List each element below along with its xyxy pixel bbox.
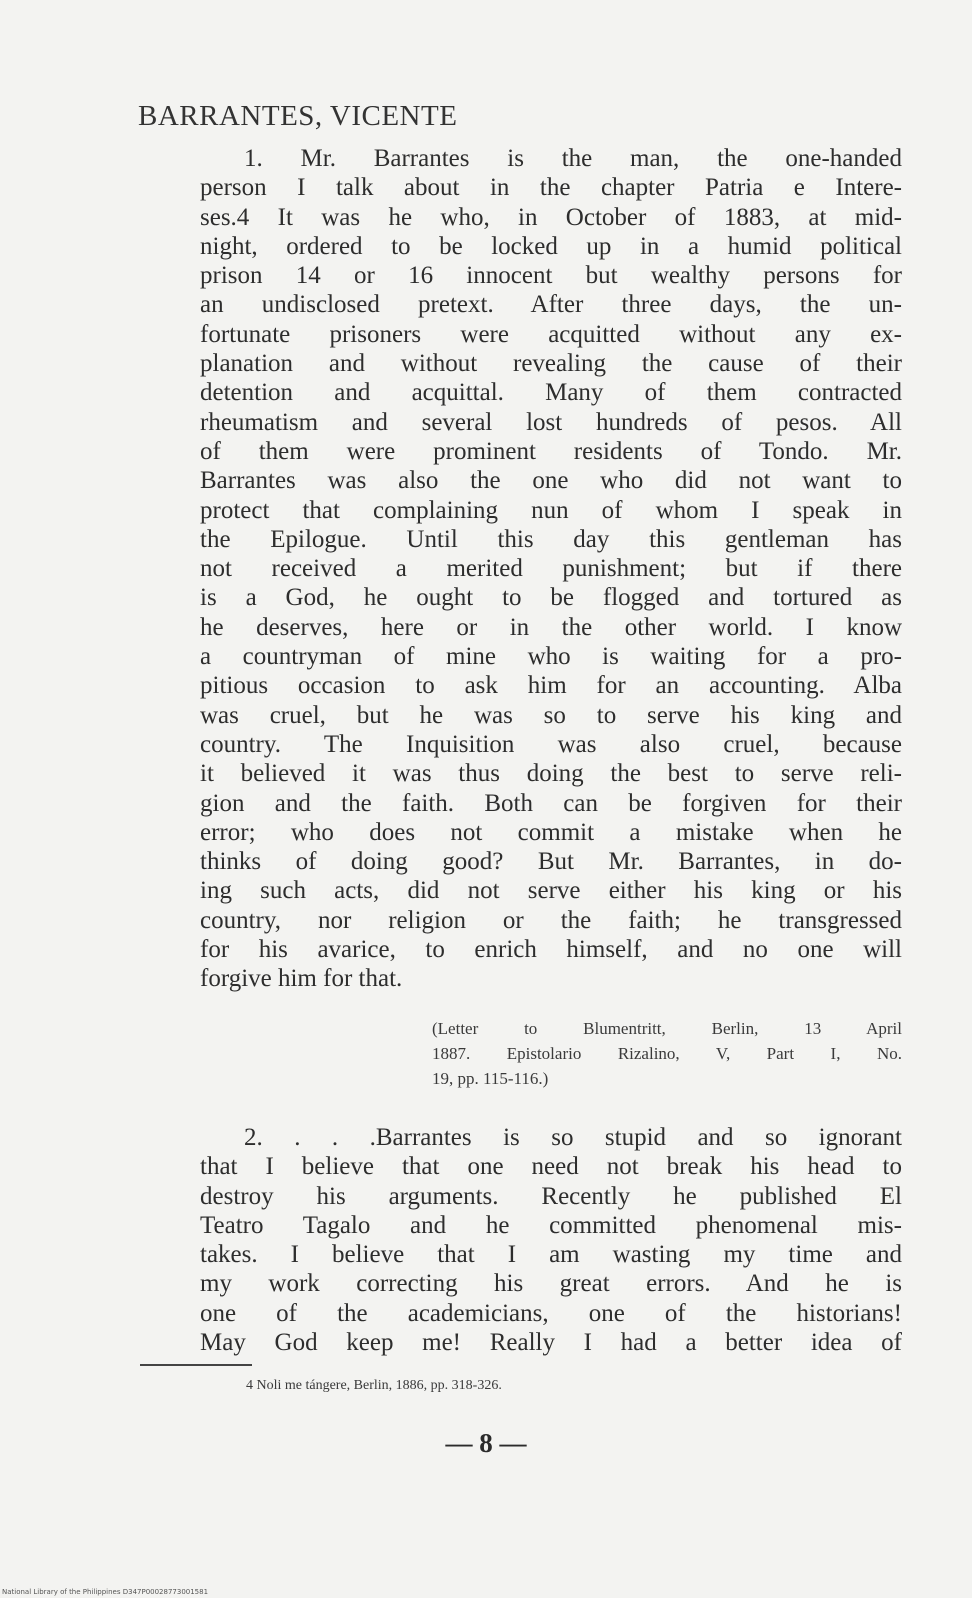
text-line: 2. . . .Barrantes is so stupid and so ignorant <box>244 1124 902 1151</box>
text-line: gion and the faith. Both can be forgiven for their <box>200 789 902 817</box>
text-line: Barrantes was also the one who did not want to <box>200 467 902 495</box>
text-line: was cruel, but he was so to serve his king and <box>200 701 902 729</box>
page-number: — 8 — <box>445 1428 527 1458</box>
text-line: prison 14 or 16 innocent but wealthy persons for <box>200 262 902 290</box>
paragraph-2 <box>200 1123 902 1357</box>
text-line: 1. Mr. Barrantes is the man, the one-handed <box>244 145 902 172</box>
text-line: forgive him for that. <box>200 965 403 993</box>
archive-watermark: National Library of the Philippines D347P00028773001581 <box>2 1588 209 1596</box>
text-line: error; who does not commit a mistake when he <box>200 818 902 846</box>
text-line: rheumatism and several lost hundreds of pesos. All <box>200 408 902 436</box>
text-line: country, nor religion or the faith; he transgressed <box>200 906 902 934</box>
citation-line: 19, pp. 115-116.) <box>432 1069 549 1088</box>
citation-line: 1887. Epistolario Rizalino, V, Part I, No. <box>432 1044 902 1063</box>
text-line: the Epilogue. Until this day this gentleman has <box>200 525 902 553</box>
text-line: he deserves, here or in the other world. I know <box>200 613 902 641</box>
text-line: it believed it was thus doing the best to serve reli- <box>200 760 902 788</box>
text-line: country. The Inquisition was also cruel, because <box>200 730 902 758</box>
text-line: an undisclosed pretext. After three days, the un- <box>200 291 902 319</box>
text-line: for his avarice, to enrich himself, and no one will <box>200 936 902 964</box>
text-line: fortunate prisoners were acquitted without any ex- <box>200 320 902 348</box>
text-line: not received a merited punishment; but if there <box>200 555 902 583</box>
text-line: that I believe that one need not break his head to <box>200 1153 902 1181</box>
text-line: person I talk about in the chapter Patria e Intere- <box>200 174 902 202</box>
text-line: ing such acts, did not serve either his king or his <box>200 877 902 905</box>
text-line: night, ordered to be locked up in a humid political <box>200 232 902 260</box>
text-line: a countryman of mine who is waiting for a pro- <box>200 643 902 671</box>
citation-line: (Letter to Blumentritt, Berlin, 13 April <box>432 1019 902 1038</box>
text-line: detention and acquittal. Many of them contracted <box>200 379 902 407</box>
section-heading: BARRANTES, VICENTE <box>138 100 458 132</box>
text-line: ses.4 It was he who, in October of 1883, at mid- <box>200 203 902 231</box>
text-line: Teatro Tagalo and he committed phenomenal mis- <box>200 1211 902 1239</box>
text-line: May God keep me! Really I had a better idea of <box>200 1329 902 1357</box>
text-line: pitious occasion to ask him for an accounting. Alba <box>200 672 902 700</box>
footnote-divider <box>140 1364 252 1366</box>
footnote: 4 Noli me tángere, Berlin, 1886, pp. 318-326. <box>246 1378 502 1393</box>
paragraph-1 <box>200 144 902 994</box>
text-line: one of the academicians, one of the historians! <box>200 1299 902 1327</box>
citation <box>432 1016 902 1091</box>
text-line: is a God, he ought to be flogged and tortured as <box>200 584 902 612</box>
text-line: of them were prominent residents of Tondo. Mr. <box>200 437 902 465</box>
text-line: my work correcting his great errors. And he is <box>200 1270 902 1298</box>
text-line: thinks of doing good? But Mr. Barrantes, in do- <box>200 848 902 876</box>
text-line: destroy his arguments. Recently he published El <box>200 1182 902 1210</box>
text-line: protect that complaining nun of whom I speak in <box>200 496 902 524</box>
text-line: planation and without revealing the cause of their <box>200 350 902 378</box>
text-line: takes. I believe that I am wasting my time and <box>200 1241 902 1269</box>
